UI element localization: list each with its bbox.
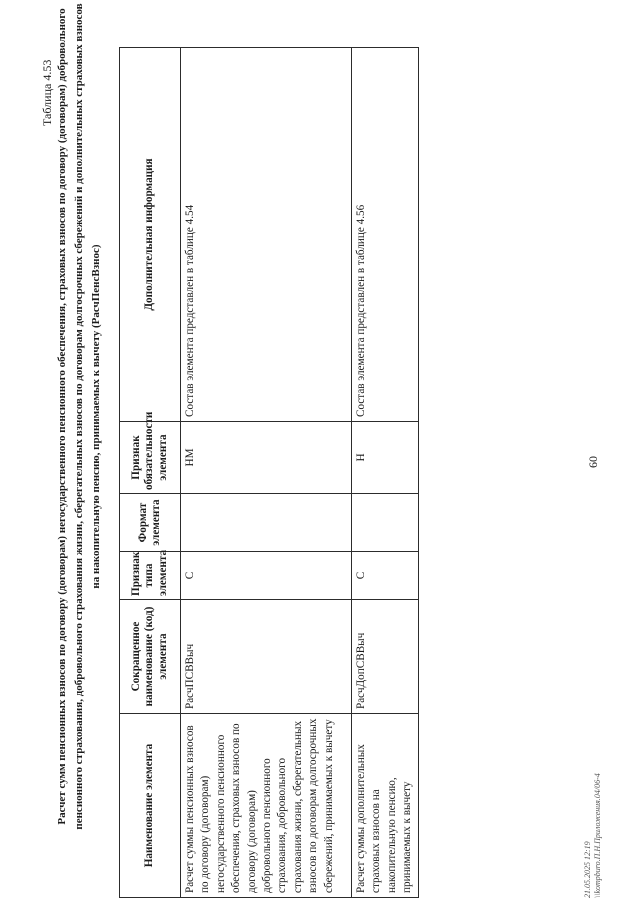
header-element-name: Наименование элемента	[120, 714, 181, 898]
cell-format	[181, 494, 352, 552]
table-title: Расчет сумм пенсионных взносов по договору (договорам) негосударственного пенсионного обеспечения, страховых взносов по договору (договорам) добровольного пенсионного страхования, добровольного страхования жизни, сберегательных взносов по договорам долгосрочных сбережений и дополнительных страховых взносов на накопительную пенсию, принимаемых к вычету (РасчПенсВзнос)	[56, 3, 102, 830]
cell-required: Н	[352, 422, 419, 494]
elements-table	[119, 47, 419, 898]
header-element-required: Признак обязательности элемента	[120, 422, 181, 494]
cell-info: Состав элемента представлен в таблице 4.54	[181, 48, 352, 422]
table-row	[181, 48, 352, 898]
cell-type: С	[181, 552, 352, 600]
page-number: 60	[586, 456, 600, 468]
cell-code: РасчПСВВыч	[181, 600, 352, 714]
footer-timestamp: 21.05.2025 12:19	[583, 841, 592, 898]
table-row	[352, 48, 419, 898]
table-label: Таблица 4.53	[40, 59, 54, 126]
cell-type: С	[352, 552, 419, 600]
header-element-code: Сокращенное наименование (код) элемента	[120, 600, 181, 714]
header-element-type: Признак типа элемента	[120, 552, 181, 600]
cell-name: Расчет суммы пенсионных взносов по договору (договорам) негосударственного пенсионного обеспечения, страховых взносов по договору (договорам) добровольного пенсионного страхования, добровольного страхования жизни, сберегательных взносов по договорам долгосрочных сбережений, принимаемых к вычету	[181, 714, 352, 898]
cell-name: Расчет суммы дополнительных страховых взносов на накопительную пенсию, принимаемых к вычету	[352, 714, 419, 898]
cell-code: РасчДопСВВыч	[352, 600, 419, 714]
header-element-format: Формат элемента	[120, 494, 181, 552]
table-header-row	[120, 48, 181, 898]
header-additional-info: Дополнительная информация	[120, 48, 181, 422]
footer-stamp	[583, 773, 603, 898]
cell-format	[352, 494, 419, 552]
cell-required: НМ	[181, 422, 352, 494]
cell-info: Состав элемента представлен в таблице 4.56	[352, 48, 419, 422]
footer-path: \\kompburo.П.Н.Приложения.04/06-4	[593, 773, 602, 898]
